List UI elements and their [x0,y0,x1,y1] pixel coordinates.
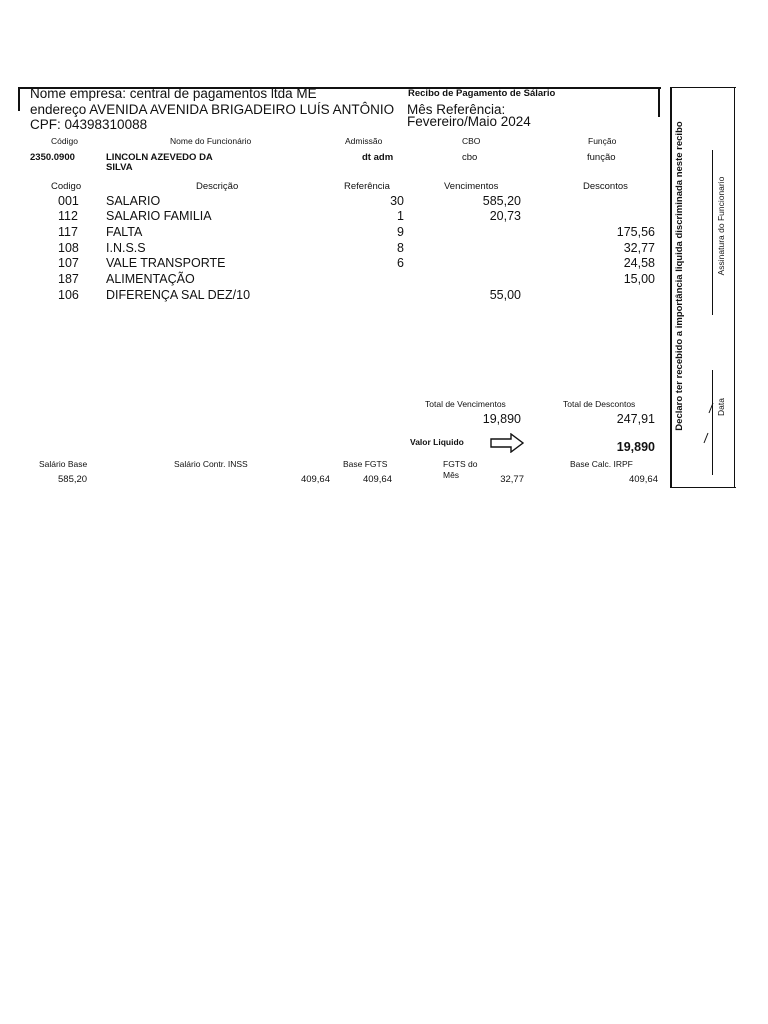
header-right-border [658,87,660,117]
fgts-month-value: 32,77 [500,474,524,485]
net-value-label: Valor Liquido [410,437,464,447]
stub-right-border [734,87,735,488]
items-deductions-header: Descontos [583,181,628,192]
employee-code-label: Código [51,136,78,146]
inss-base-value: 409,64 [300,474,330,485]
items-code-header: Codigo [51,181,82,192]
item-reference: 9 [397,225,404,239]
item-description: ALIMENTAÇÃO [106,272,195,286]
item-earnings: 20,73 [489,209,521,223]
item-earnings: 585,20 [482,194,521,208]
stub-left-border [670,87,672,488]
total-deductions-label: Total de Descontos [563,399,636,409]
item-code: 106 [58,288,79,302]
irpf-base-label: Base Calc. IRPF [570,459,633,469]
item-deductions: 175,56 [616,225,655,239]
item-description: SALARIO [106,194,161,208]
arrow-right-icon [490,433,524,453]
salary-base-value: 585,20 [58,474,88,485]
fgts-month-label-1: FGTS do [443,459,478,469]
reference-month-value: Fevereiro/Maio 2024 [407,114,531,129]
function-label: Função [588,136,617,146]
irpf-base-value: 409,64 [628,474,658,485]
reference-month-label: Mês Referência: [407,102,506,117]
item-code: 108 [58,241,79,255]
item-deductions: 15,00 [623,272,655,286]
item-reference: 30 [390,194,404,208]
item-reference: 8 [397,241,404,255]
left-border [18,87,20,111]
receipt-declaration: Declaro ter recebido a importância liquida discriminada neste recibo [674,121,685,431]
item-description: SALARIO FAMILIA [106,209,212,223]
admission-value: dt adm [362,152,394,163]
item-description: DIFERENÇA SAL DEZ/10 [106,288,251,302]
signature-label: Assinatura do Funcionario [716,176,726,276]
total-deductions-value: 247,91 [616,412,655,426]
company-name: Nome empresa: central de pagamentos ltda ME [30,86,317,101]
fgts-base-value: 409,64 [362,474,392,485]
item-reference: 6 [397,256,404,270]
admission-label: Admissão [345,136,383,146]
function-value: função [587,152,616,163]
item-code: 001 [58,194,79,208]
fgts-month-label-2: Mês [443,470,460,480]
date-label: Data [716,398,726,416]
items-description-header: Descrição [196,181,239,192]
item-code: 112 [58,209,78,223]
item-deductions: 24,58 [623,256,655,270]
employee-code: 2350.0900 [30,152,75,163]
inss-base-label: Salário Contr. INSS [174,459,248,469]
employee-name-line1: LINCOLN AZEVEDO DA [106,152,213,163]
item-deductions: 32,77 [623,241,655,255]
employee-name-label: Nome do Funcionário [170,136,252,146]
receipt-title: Recibo de Pagamento de Sálario [408,88,556,99]
item-earnings: 55,00 [489,288,521,302]
item-description: FALTA [106,225,143,239]
item-code: 117 [58,225,78,239]
item-reference: 1 [397,209,404,223]
signature-line [712,150,713,315]
net-value: 19,890 [616,440,655,454]
stub-bottom-border [670,487,736,488]
item-description: VALE TRANSPORTE [106,256,226,270]
total-earnings-label: Total de Vencimentos [425,399,506,409]
item-code: 187 [58,272,79,286]
item-description: I.N.S.S [106,241,146,255]
total-earnings-value: 19,890 [482,412,521,426]
item-code: 107 [58,256,79,270]
salary-base-label: Salário Base [39,459,88,469]
company-cpf: CPF: 04398310088 [30,117,148,132]
cbo-label: CBO [462,136,481,146]
cbo-value: cbo [462,152,478,163]
employee-name-line2: SILVA [106,162,133,173]
stub-top-border [670,87,736,88]
items-reference-header: Referência [344,181,390,192]
items-earnings-header: Vencimentos [444,181,499,192]
company-address: endereço AVENIDA AVENIDA BRIGADEIRO LUÍS ANTÔNIO [30,102,395,117]
fgts-base-label: Base FGTS [343,459,388,469]
